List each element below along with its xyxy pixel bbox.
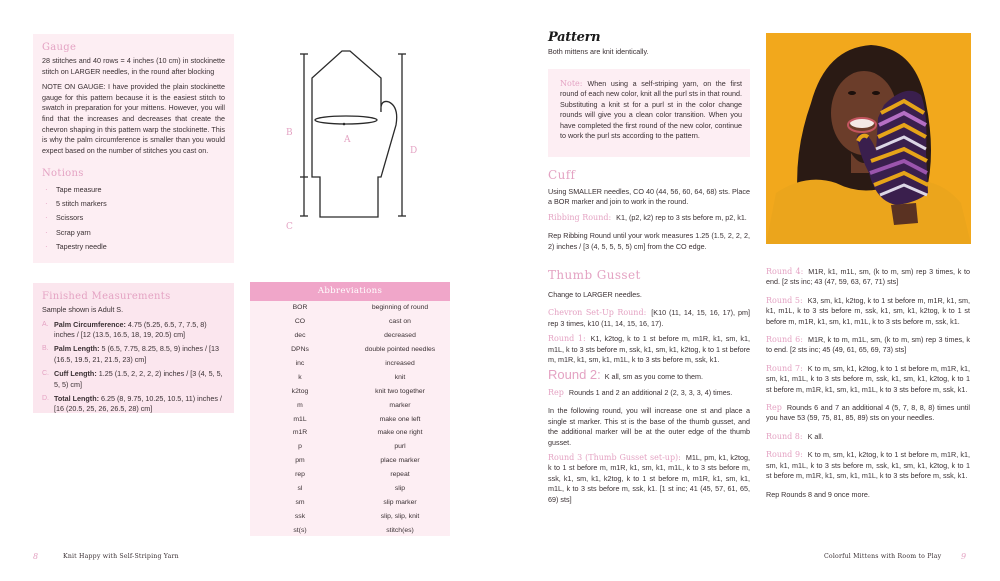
notions-item-label: Tapestry needle — [56, 241, 107, 251]
measurements-sample: Sample shown is Adult S. — [42, 305, 124, 314]
abbreviation-meaning: knit — [394, 373, 406, 381]
rep-text: Rounds 1 and 2 an additional 2 (2, 3, 3, 3, 4) times. — [568, 387, 733, 397]
abbreviation-meaning: make one right — [377, 429, 423, 437]
abbreviation-term: rep — [295, 471, 305, 479]
ribbing-round-label: Ribbing Round: — [548, 212, 612, 222]
mitten-photo — [766, 33, 971, 244]
diagram-label-a: A — [344, 135, 351, 145]
abbreviation-meaning: marker — [389, 401, 411, 409]
gauge-note: NOTE ON GAUGE: I have provided the plain stockinette gauge for this pattern because it is the easiest stitch to swatch in preparation for your mittens. However, you will find that the increases and decreases that create the chevron shaping in this pattern warp the stockinette. This is why the palm circumference is smaller than you would expect based on the number of stitches you cast on. — [42, 82, 225, 155]
measurement-item — [42, 369, 225, 390]
abbreviations-title: Abbreviations — [250, 282, 450, 301]
pattern-title: Pattern — [548, 30, 601, 45]
abbreviation-row — [250, 482, 450, 496]
abbreviation-row — [250, 315, 450, 329]
round7-label: Round 7: — [766, 363, 803, 373]
measurement-value: 4.75 (5.25, 6.5, 7, 7.5, 8) inches / [12 (13.5, 16.5, 18, 19, 20.5) cm] — [54, 319, 207, 339]
round5-text: K3, sm, k1, k2tog, k to 1 st before m, m1R, k1, sm, k1, m1L, k to 3 sts before m, ssk, k1, sm, k1, k2tog, k to 1 st before m, m1R, k1, sm, k1, m1L, k to 3 sts before m, ssk, k1. — [766, 295, 971, 326]
rep-rounds-6-7-label: Rep — [766, 403, 782, 413]
diagram-label-d: D — [410, 146, 418, 156]
round2-text: K all, sm as you come to them. — [604, 372, 704, 382]
abbreviation-meaning: make one left — [379, 415, 421, 423]
gauge-notions-box — [33, 34, 234, 263]
notions-list — [42, 182, 225, 253]
abbreviation-term: sl — [297, 485, 303, 493]
round4-label: Round 4: — [766, 267, 804, 276]
circumference-a-ellipse — [315, 116, 377, 124]
abbreviation-row — [250, 509, 450, 523]
round9-label: Round 9: — [766, 450, 803, 460]
measurement-label: Palm Length: — [54, 344, 100, 354]
abbreviations-rows — [250, 301, 450, 537]
bullet-icon: · — [45, 199, 48, 209]
abbreviation-row — [250, 495, 450, 509]
notions-item-label: 5 stitch markers — [56, 199, 107, 209]
mitten-photo-illustration — [766, 33, 971, 244]
abbreviation-meaning: stitch(es) — [386, 526, 414, 534]
abbreviation-term: k — [298, 373, 302, 381]
running-title-right: Colorful Mittens with Room to Play — [824, 553, 942, 560]
abbreviation-meaning: slip marker — [383, 498, 417, 506]
final-instruction: Rep Rounds 8 and 9 once more. — [766, 489, 870, 499]
abbreviation-meaning: purl — [394, 443, 406, 451]
measurement-item — [42, 344, 225, 365]
abbreviation-term: inc — [295, 360, 305, 367]
pattern-column-2 — [766, 267, 970, 500]
round1-label: Round 1: — [548, 334, 586, 344]
abbreviation-row — [250, 329, 450, 343]
pattern-column-1 — [548, 168, 750, 505]
abbreviation-term: ssk — [294, 512, 306, 520]
gauge-title: Gauge — [42, 42, 77, 53]
abbreviation-term: m1R — [292, 429, 308, 437]
round3-text: M1L, pm, k1, k2tog, k to 1 st before m, m1R, k1, sm, k1, m1L, k to 3 sts before m, ssk, k1, sm, k1, k2tog, k to 1 st before m, m1R, k1, sm, k1, m1L, k to 3 sts before m, ssk, k1. [1 st inc; 41 (45, 57, 61, 65, 69) sts] — [548, 452, 751, 504]
mitten-schematic-svg — [262, 34, 442, 254]
measurement-label: Palm Circumference: — [54, 319, 126, 329]
measurements-title: Finished Measurements — [42, 291, 171, 302]
notions-item — [42, 211, 225, 225]
round1-text: K1, k2tog, k to 1 st before m, m1R, k1, sm, k1, m1L, k to 3 sts before m, ssk, k1, sm, k1, k2tog, k to 1 st before m, m1R, k1, sm, k1, m1L, k to 3 sts before m, ssk, k1. — [548, 334, 751, 365]
note-box — [548, 69, 750, 157]
abbreviation-term: m — [297, 401, 303, 409]
abbreviation-row — [250, 370, 450, 384]
mitten-outline — [312, 51, 397, 217]
bullet-icon: · — [45, 213, 48, 223]
notions-item — [42, 225, 225, 239]
running-title-left: Knit Happy with Self-Striping Yarn — [63, 553, 179, 560]
abbreviation-meaning: cast on — [389, 318, 411, 326]
notions-item-label: Tape measure — [56, 184, 102, 194]
cuff-rep-text: Rep Ribbing Round until your work measures 1.25 (1.5, 2, 2, 2, 2) inches / [3 (4, 5, 5, 5, 5) cm] from the CO edge. — [548, 231, 750, 251]
abbreviation-meaning: slip — [394, 485, 406, 493]
abbreviation-term: m1L — [293, 415, 307, 423]
notions-item-label: Scissors — [56, 213, 84, 223]
abbreviation-meaning: beginning of round — [371, 304, 429, 312]
abbreviation-term: k2tog — [291, 387, 309, 395]
note-text: When using a self-striping yarn, on the first round of each new color, knit all the purl sts in that round. Substituting a knit st for a purl st in the color change rounds will give you a clean color transition. When you have completed the first round of the new color, continue to work the purl sts according to the pattern. — [560, 79, 742, 141]
diagram-label-c: C — [286, 222, 293, 232]
gauge-text: 28 stitches and 40 rows = 4 inches (10 cm) in stockinette stitch on LARGER needles, in the round after blocking — [42, 56, 225, 76]
measurement-letter: C. — [42, 370, 49, 378]
notions-item — [42, 197, 225, 211]
abbreviation-meaning: decreased — [384, 332, 416, 340]
round4-text: M1R, k1, m1L, sm, (k to m, sm) rep 3 times, k to end. [2 sts inc; 43 (47, 59, 63, 67, 71) sts] — [766, 267, 970, 287]
abbreviation-row — [250, 398, 450, 412]
measurements-list — [42, 320, 225, 415]
abbreviation-row — [250, 343, 450, 357]
abbreviation-row — [250, 412, 450, 426]
measurement-letter: A. — [42, 320, 49, 328]
abbreviation-row — [250, 523, 450, 537]
bullet-icon: · — [45, 227, 48, 237]
cuff-title: Cuff — [548, 168, 576, 182]
abbreviation-row — [250, 454, 450, 468]
rep-label: Rep — [548, 387, 564, 397]
measurement-value: 6.25 (8, 9.75, 10.25, 10.5, 11) inches / [16 (20.5, 25, 26, 26.5, 28) cm] — [54, 394, 222, 414]
abbreviation-row — [250, 301, 450, 315]
abbreviation-row — [250, 357, 450, 371]
notions-title: Notions — [42, 168, 84, 180]
mitten-schematic-diagram — [262, 34, 442, 254]
abbreviation-term: CO — [294, 318, 306, 326]
measurement-value: 1.25 (1.5, 2, 2, 2, 2) inches / [3 (4, 5, 5, 5, 5) cm] — [54, 369, 223, 389]
round6-label: Round 6: — [766, 335, 803, 345]
round6-text: M1R, k to m, m1L, sm, (k to m, sm) rep 3 times, k to end. [2 sts inc; 45 (49, 61, 65, 69, 73) sts] — [766, 335, 971, 355]
finished-measurements-box — [33, 283, 234, 413]
abbreviation-row — [250, 426, 450, 440]
notions-item-label: Scrap yarn — [56, 227, 91, 237]
abbreviation-row — [250, 384, 450, 398]
measurement-letter: D. — [42, 395, 49, 403]
round9-text: K to m, sm, k1, k2tog, k to 1 st before m, m1R, k1, sm, k1, m1L, k to 3 sts before m, ssk, k1, sm, k1, k2tog, k to 1 st before m, m1R, k1, sm, k1, m1L, k to 3 sts before m, ssk, k1. — [766, 450, 970, 481]
measurement-label: Total Length: — [54, 394, 99, 404]
abbreviation-row — [250, 468, 450, 482]
rep-rounds-6-7-text: Rounds 6 and 7 an additional 4 (5, 7, 8, 8, 8) times until you have 53 (59, 75, 81, 85, 89) sts on your needles. — [766, 403, 970, 423]
chevron-setup-label: Chevron Set-Up Round: — [548, 308, 647, 318]
abbreviations-table — [250, 282, 450, 536]
bullet-icon: · — [45, 184, 48, 194]
thumb-gusset-title: Thumb Gusset — [548, 268, 641, 283]
abbreviation-meaning: knit two together — [375, 387, 425, 395]
following-round-text: In the following round, you will increase one st and place a single st marker. This st is the base of the thumb gusset, and the additional marker will be at the outer edge of the thumb gusset. — [548, 406, 750, 447]
page-number-right: 9 — [961, 552, 967, 561]
abbreviation-meaning: place marker — [380, 457, 420, 465]
measurement-label: Cuff Length: — [54, 369, 97, 379]
round7-text: K to m, sm, k1, k2tog, k to 1 st before m, m1R, k1, sm, k1, m1L, k to 3 sts before m, ssk, k1, sm, k1, k2tog, k to 1 st before m, m1R, k1, sm, k1, m1L, k to 3 sts before m, ssk, k1. — [766, 363, 970, 394]
round3-label: Round 3 (Thumb Gusset set-up): — [548, 452, 681, 462]
pattern-subtitle: Both mittens are knit identically. — [548, 47, 649, 56]
page-number-left: 8 — [33, 552, 39, 561]
notions-item — [42, 182, 225, 196]
round8-label: Round 8: — [766, 431, 803, 441]
abbreviation-meaning: double pointed needles — [364, 346, 436, 354]
ribbing-round-text: K1, (p2, k2) rep to 3 sts before m, p2, k1. — [616, 212, 747, 222]
abbreviation-term: p — [298, 443, 302, 451]
abbreviation-meaning: increased — [385, 360, 415, 367]
round8-text: K all. — [807, 431, 824, 441]
abbreviation-meaning: repeat — [390, 471, 410, 479]
abbreviation-term: dec — [294, 332, 306, 340]
measurement-item — [42, 320, 225, 341]
chevron-setup-text: [K10 (11, 14, 15, 16, 17), pm] rep 3 times, k10 (11, 14, 15, 16, 17). — [548, 308, 750, 328]
bullet-icon: · — [45, 241, 48, 251]
abbreviation-term: pm — [295, 457, 305, 465]
abbreviation-meaning: slip, slip, knit — [380, 512, 420, 520]
abbreviation-term: DPNs — [291, 346, 309, 354]
round2-label: Round 2: — [548, 367, 601, 383]
measurement-letter: B. — [42, 345, 49, 353]
abbreviation-term: st(s) — [293, 526, 307, 534]
diagram-label-b: B — [286, 128, 293, 138]
cuff-intro: Using SMALLER needles, CO 40 (44, 56, 60, 64, 68) sts. Place a BOR marker and join to work in the round. — [548, 187, 750, 207]
abbreviation-term: BOR — [292, 304, 308, 312]
abbreviation-term: sm — [295, 498, 305, 506]
thumb-gusset-intro: Change to LARGER needles. — [548, 290, 642, 300]
measurement-item — [42, 394, 225, 415]
note-label: Note: — [560, 79, 583, 88]
measurement-value: 5 (6.5, 7.75, 8.25, 8.5, 9) inches / [13 (16.5, 19.5, 21, 21.5, 23) cm] — [54, 344, 220, 364]
abbreviation-row — [250, 440, 450, 454]
round5-label: Round 5: — [766, 295, 803, 305]
notions-item — [42, 239, 225, 253]
